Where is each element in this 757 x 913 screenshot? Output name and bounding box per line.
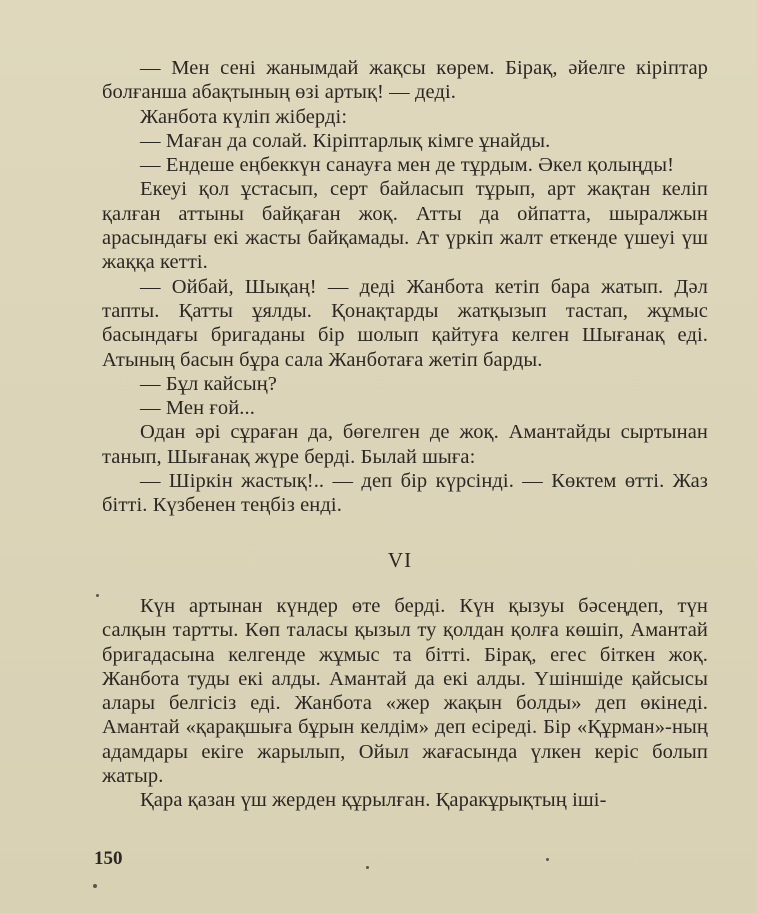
- top-text-block: [102, 56, 708, 518]
- paragraph: — Ойбай, Шықаң! — деді Жанбота кетіп бара жатып. Дәл тапты. Қатты ұялды. Қонақтарды жатқызып тастап, жұмыс басындағы бригаданы бір шолып қайтуға келген Шығанақ еді. Атының басын бұра сала Жанботаға жетіп барды.: [102, 275, 708, 371]
- ink-speck: [93, 884, 97, 888]
- paragraph: Жанбота күліп жіберді:: [140, 105, 348, 128]
- ink-speck: [96, 594, 99, 597]
- paragraph: — Ендеше еңбеккүн санауға мен де тұрдым. Әкел қолыңды!: [140, 154, 675, 177]
- ink-speck: [546, 858, 549, 861]
- paragraph: Екеуі қол ұстасып, серт байласып тұрып, арт жақтан келіп қалған аттыны байқаған жоқ. Атты да ойпатта, шыралжын арасындағы екі жасты байқамады. Ат үркіп жалт еткенде үшеуі үш жаққа кетті.: [102, 178, 708, 274]
- paragraph: — Мен ғой...: [140, 397, 255, 420]
- page-number: 150: [94, 848, 123, 869]
- ink-speck: [366, 866, 369, 869]
- paragraph: Одан әрі сұраған да, бөгелген де жоқ. Амантайды сыртынан танып, Шығанақ жүре берді. Былай шыға:: [102, 421, 708, 468]
- bottom-text-block: [102, 594, 708, 813]
- paragraph: Қара қазан үш жерден құрылған. Қаракұрықтың іші-: [140, 789, 607, 812]
- paragraph: — Маған да солай. Кіріптарлық кімге ұнайды.: [140, 129, 551, 152]
- paragraph: — Шіркін жастық!.. — деп бір күрсінді. — Көктем өтті. Жаз бітті. Күзбенен теңбіз енді.: [102, 470, 708, 517]
- paragraph: Күн артынан күндер өте берді. Күн қызуы бәсеңдеп, түн салқын тартты. Көп таласы қызыл ту қолдан қолға көшіп, Амантай бригадасына келгенде жұмыс та бітті. Бірақ, егес біткен жоқ. Жанбота туды екі алды. Амантай да екі алды. Үшіншіде қайсысы алары белгісіз еді. Жанбота «жер жақын болды» деп өкінеді. Амантай «қарақшыға бұрын келдім» деп есіреді. Бір «Құрман»-ның адамдары екіге жарылып, Ойыл жағасында үлкен керіс болып жатыр.: [102, 595, 708, 788]
- chapter-heading: VI: [387, 548, 413, 572]
- paragraph: — Бұл кайсың?: [140, 372, 277, 395]
- paragraph: — Мен сені жанымдай жақсы көрем. Бірақ, әйелге кіріптар болғанша абақтының өзі артық! — деді.: [102, 57, 708, 104]
